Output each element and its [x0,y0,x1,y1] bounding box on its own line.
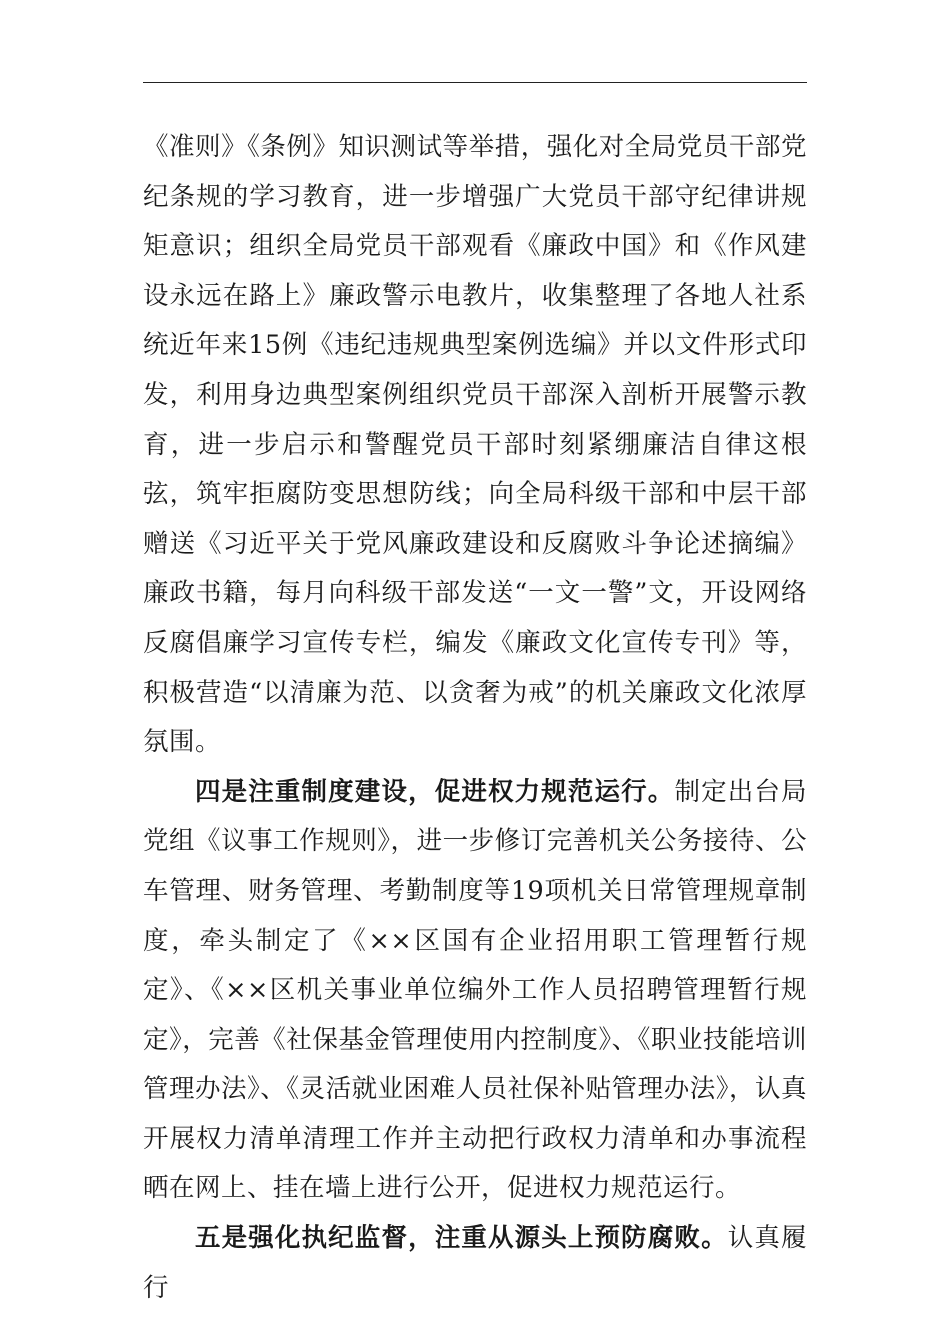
paragraph-five [143,1214,807,1313]
paragraph-text: 《准则》《条例》知识测试等举措，强化对全局党员干部党纪条规的学习教育，进一步增强广大党员干部守纪律讲规矩意识；组织全局党员干部观看《廉政中国》和《作风建设永远在路上》廉政警示电教片，收集整理了各地人社系统近年来15例《违纪违规典型案例选编》并以文件形式印发，利用身边典型案例组织党员干部深入剖析开展警示教育，进一步启示和警醒党员干部时刻紧绷廉洁自律这根弦，筑牢拒腐防变思想防线；向全局科级干部和中层干部赠送《习近平关于党风廉政建设和反腐败斗争论述摘编》廉政书籍，每月向科级干部发送“一文一警”文，开设网络反腐倡廉学习宣传专栏，编发《廉政文化宣传专刊》等，积极营造“以清廉为范、以贪奢为戒”的机关廉政文化浓厚氛围。 [143,132,807,758]
document-body [143,123,807,1313]
header-rule [143,82,807,83]
paragraph-continued [143,123,807,768]
paragraph-text: 认真履行 [143,1223,807,1303]
paragraph-text: 制定出台局党组《议事工作规则》，进一步修订完善机关公务接待、公车管理、财务管理、考勤制度等19项机关日常管理规章制度，牵头制定了《××区国有企业招用职工管理暂行规定》、《××区机关事业单位编外工作人员招聘管理暂行规定》，完善《社保基金管理使用内控制度》、《职业技能培训管理办法》、《灵活就业困难人员社保补贴管理办法》，认真开展权力清单清理工作并主动把行政权力清单和办事流程晒在网上、挂在墙上进行公开，促进权力规范运行。 [143,776,807,1204]
paragraph-heading: 四是注重制度建设，促进权力规范运行。 [195,776,675,807]
paragraph-heading: 五是强化执纪监督，注重从源头上预防腐败。 [195,1223,728,1254]
paragraph-four [143,768,807,1214]
